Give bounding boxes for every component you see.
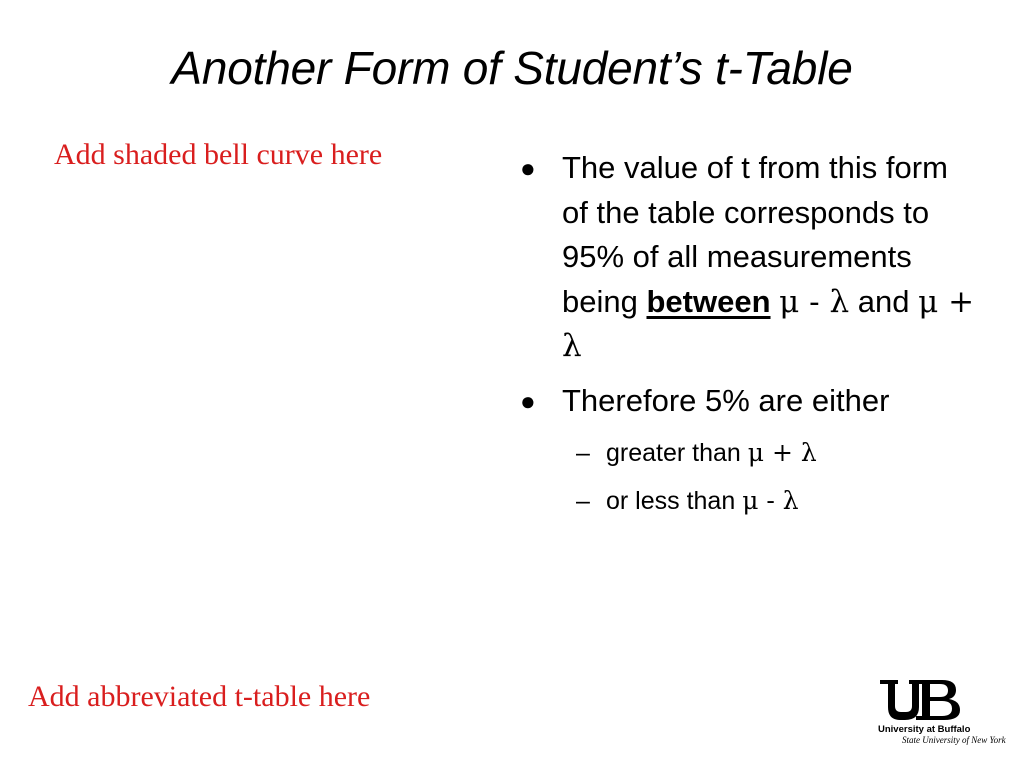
bullet-text: The value of t from this form of the table corresponds to 95% of all measurements being	[562, 150, 948, 319]
dash-marker: –	[576, 439, 590, 467]
dash-marker: –	[576, 487, 590, 515]
sub-bullet-label: or less than	[606, 487, 736, 515]
sub-bullet-list	[562, 429, 980, 525]
bullet-item-value-of-t	[520, 146, 980, 369]
emphasis-between: between	[646, 283, 771, 319]
sub-bullet-less-than	[562, 477, 980, 525]
expression-mu-minus-lambda: μ - λ	[742, 486, 799, 515]
slide-title: Another Form of Student’s t-Table	[171, 42, 853, 94]
expression-mu-minus-lambda: μ - λ	[779, 283, 850, 320]
bullet-marker: ●	[520, 385, 536, 416]
logo-name: University at Buffalo	[878, 724, 971, 735]
bullet-marker: ●	[520, 153, 536, 183]
expression-mu-plus-lambda: μ + λ	[562, 283, 975, 364]
logo-tagline: State University of New York	[902, 735, 1006, 745]
sub-bullet-label: greater than	[606, 439, 741, 467]
bullet-item-therefore	[520, 379, 980, 526]
ub-logo-mark	[878, 678, 962, 722]
expression-mu-plus-lambda: μ + λ	[747, 438, 817, 467]
bullet-list	[520, 146, 980, 535]
sub-bullet-greater-than	[562, 429, 980, 477]
university-logo	[872, 674, 1004, 754]
placeholder-note-t-table: Add abbreviated t-table here	[28, 680, 371, 713]
bullet-text: Therefore 5% are either	[562, 382, 890, 418]
bullet-join-text: and	[857, 283, 910, 319]
placeholder-note-bell-curve: Add shaded bell curve here	[54, 138, 383, 171]
